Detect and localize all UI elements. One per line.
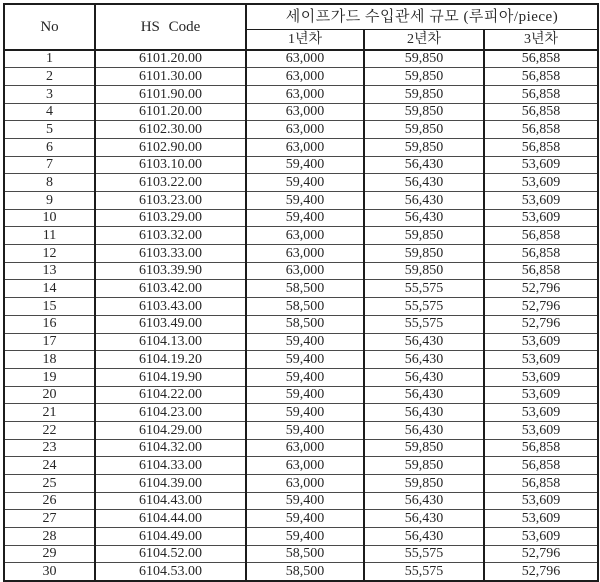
cell-year1-value: 63,000 [246,85,364,103]
cell-no: 16 [4,315,95,333]
cell-hs-code: 6104.43.00 [95,492,246,510]
table-row [4,563,598,581]
cell-no: 29 [4,545,95,563]
table-row [4,209,598,227]
cell-year2-value: 59,850 [364,227,484,245]
cell-no: 7 [4,156,95,174]
cell-no: 10 [4,209,95,227]
table-row [4,262,598,280]
cell-year1-value: 63,000 [246,121,364,139]
cell-hs-code: 6103.32.00 [95,227,246,245]
cell-no: 12 [4,245,95,263]
cell-year3-value: 56,858 [484,103,598,121]
cell-year1-value: 59,400 [246,333,364,351]
cell-year1-value: 63,000 [246,227,364,245]
cell-year2-value: 56,430 [364,192,484,210]
cell-no: 1 [4,50,95,68]
col-header-year3: 3년차 [484,30,598,51]
cell-year1-value: 59,400 [246,492,364,510]
cell-hs-code: 6101.30.00 [95,68,246,86]
cell-no: 24 [4,457,95,475]
col-header-hs-code: HS Code [95,4,246,50]
cell-hs-code: 6104.19.90 [95,368,246,386]
cell-hs-code: 6104.33.00 [95,457,246,475]
col-header-no: No [4,4,95,50]
cell-year3-value: 56,858 [484,439,598,457]
cell-year3-value: 52,796 [484,563,598,581]
cell-year1-value: 63,000 [246,103,364,121]
cell-no: 14 [4,280,95,298]
cell-hs-code: 6103.29.00 [95,209,246,227]
table-row [4,174,598,192]
cell-hs-code: 6101.20.00 [95,50,246,68]
cell-year2-value: 59,850 [364,439,484,457]
table-row [4,421,598,439]
table-row [4,510,598,528]
cell-year3-value: 56,858 [484,457,598,475]
cell-no: 8 [4,174,95,192]
cell-no: 26 [4,492,95,510]
cell-year1-value: 59,400 [246,192,364,210]
header-row-group [4,4,598,30]
cell-year1-value: 58,500 [246,563,364,581]
table-row [4,475,598,493]
cell-year1-value: 63,000 [246,457,364,475]
table-row [4,298,598,316]
cell-hs-code: 6104.53.00 [95,563,246,581]
cell-no: 18 [4,351,95,369]
cell-year2-value: 59,850 [364,245,484,263]
cell-hs-code: 6103.39.90 [95,262,246,280]
cell-year1-value: 58,500 [246,545,364,563]
table-row [4,528,598,546]
cell-year2-value: 56,430 [364,209,484,227]
cell-year1-value: 63,000 [246,475,364,493]
col-header-year2: 2년차 [364,30,484,51]
cell-year2-value: 59,850 [364,457,484,475]
cell-hs-code: 6101.90.00 [95,85,246,103]
cell-no: 5 [4,121,95,139]
col-header-safeguard-duty-group: 세이프가드 수입관세 규모 (루피아/piece) [246,4,598,30]
cell-hs-code: 6104.13.00 [95,333,246,351]
cell-year3-value: 53,609 [484,386,598,404]
table-row [4,386,598,404]
table-row [4,85,598,103]
table-body [4,50,598,581]
cell-year3-value: 56,858 [484,227,598,245]
cell-year1-value: 59,400 [246,209,364,227]
cell-year1-value: 63,000 [246,68,364,86]
cell-year2-value: 56,430 [364,333,484,351]
cell-year3-value: 53,609 [484,192,598,210]
cell-hs-code: 6102.30.00 [95,121,246,139]
cell-year1-value: 63,000 [246,262,364,280]
cell-year3-value: 56,858 [484,85,598,103]
cell-year2-value: 56,430 [364,368,484,386]
cell-year1-value: 59,400 [246,528,364,546]
cell-no: 17 [4,333,95,351]
cell-hs-code: 6104.52.00 [95,545,246,563]
cell-year1-value: 59,400 [246,156,364,174]
cell-year3-value: 53,609 [484,368,598,386]
cell-no: 9 [4,192,95,210]
cell-year1-value: 58,500 [246,280,364,298]
cell-hs-code: 6104.39.00 [95,475,246,493]
cell-year2-value: 55,575 [364,563,484,581]
cell-hs-code: 6103.33.00 [95,245,246,263]
cell-year2-value: 59,850 [364,475,484,493]
cell-hs-code: 6103.43.00 [95,298,246,316]
cell-year3-value: 53,609 [484,528,598,546]
cell-no: 25 [4,475,95,493]
cell-year2-value: 56,430 [364,386,484,404]
cell-hs-code: 6104.49.00 [95,528,246,546]
table-row [4,245,598,263]
cell-year3-value: 52,796 [484,280,598,298]
cell-year2-value: 59,850 [364,50,484,68]
cell-year2-value: 56,430 [364,351,484,369]
cell-year3-value: 53,609 [484,209,598,227]
cell-year3-value: 53,609 [484,492,598,510]
cell-no: 13 [4,262,95,280]
cell-hs-code: 6104.29.00 [95,421,246,439]
cell-year2-value: 59,850 [364,85,484,103]
cell-year1-value: 59,400 [246,174,364,192]
cell-year2-value: 55,575 [364,280,484,298]
table-row [4,121,598,139]
cell-no: 15 [4,298,95,316]
cell-hs-code: 6103.22.00 [95,174,246,192]
cell-year1-value: 59,400 [246,368,364,386]
cell-year3-value: 56,858 [484,475,598,493]
table-row [4,545,598,563]
cell-year2-value: 56,430 [364,156,484,174]
cell-year3-value: 52,796 [484,298,598,316]
cell-year3-value: 53,609 [484,510,598,528]
cell-year1-value: 59,400 [246,351,364,369]
col-header-year1: 1년차 [246,30,364,51]
cell-year3-value: 52,796 [484,315,598,333]
cell-no: 19 [4,368,95,386]
cell-year1-value: 58,500 [246,315,364,333]
table-row [4,138,598,156]
cell-hs-code: 6102.90.00 [95,138,246,156]
cell-year3-value: 53,609 [484,351,598,369]
cell-no: 11 [4,227,95,245]
cell-year1-value: 58,500 [246,298,364,316]
cell-no: 23 [4,439,95,457]
cell-no: 20 [4,386,95,404]
cell-no: 30 [4,563,95,581]
cell-no: 27 [4,510,95,528]
cell-year1-value: 59,400 [246,421,364,439]
cell-no: 22 [4,421,95,439]
cell-year3-value: 53,609 [484,174,598,192]
cell-hs-code: 6103.49.00 [95,315,246,333]
cell-no: 6 [4,138,95,156]
cell-year1-value: 63,000 [246,245,364,263]
cell-hs-code: 6104.22.00 [95,386,246,404]
cell-no: 4 [4,103,95,121]
cell-year3-value: 56,858 [484,121,598,139]
table-row [4,192,598,210]
cell-hs-code: 6104.32.00 [95,439,246,457]
cell-year3-value: 53,609 [484,156,598,174]
cell-year2-value: 59,850 [364,138,484,156]
cell-year2-value: 59,850 [364,68,484,86]
cell-hs-code: 6104.23.00 [95,404,246,422]
cell-year3-value: 56,858 [484,245,598,263]
cell-no: 21 [4,404,95,422]
cell-year2-value: 55,575 [364,298,484,316]
cell-year1-value: 59,400 [246,404,364,422]
cell-year3-value: 56,858 [484,262,598,280]
cell-year2-value: 56,430 [364,174,484,192]
cell-year3-value: 56,858 [484,138,598,156]
cell-year3-value: 53,609 [484,333,598,351]
cell-year3-value: 53,609 [484,404,598,422]
cell-year1-value: 63,000 [246,138,364,156]
table-row [4,439,598,457]
cell-no: 2 [4,68,95,86]
cell-no: 28 [4,528,95,546]
table-row [4,404,598,422]
table-row [4,492,598,510]
cell-year2-value: 56,430 [364,528,484,546]
cell-year2-value: 55,575 [364,545,484,563]
cell-hs-code: 6103.42.00 [95,280,246,298]
cell-year2-value: 59,850 [364,121,484,139]
cell-year3-value: 56,858 [484,50,598,68]
cell-year2-value: 55,575 [364,315,484,333]
cell-hs-code: 6103.10.00 [95,156,246,174]
cell-year2-value: 59,850 [364,103,484,121]
cell-year1-value: 59,400 [246,510,364,528]
cell-year3-value: 52,796 [484,545,598,563]
cell-hs-code: 6104.44.00 [95,510,246,528]
cell-year1-value: 63,000 [246,439,364,457]
table-row [4,103,598,121]
cell-year2-value: 56,430 [364,421,484,439]
table-row [4,368,598,386]
cell-hs-code: 6101.20.00 [95,103,246,121]
table-row [4,315,598,333]
cell-no: 3 [4,85,95,103]
cell-year2-value: 56,430 [364,492,484,510]
cell-year3-value: 53,609 [484,421,598,439]
cell-year2-value: 59,850 [364,262,484,280]
safeguard-tariff-table [3,3,599,582]
table-row [4,50,598,68]
table-row [4,351,598,369]
table-row [4,227,598,245]
table-row [4,280,598,298]
cell-year2-value: 56,430 [364,510,484,528]
cell-year2-value: 56,430 [364,404,484,422]
cell-year1-value: 63,000 [246,50,364,68]
table-row [4,333,598,351]
table-header [4,4,598,50]
cell-year1-value: 59,400 [246,386,364,404]
table-row [4,156,598,174]
cell-hs-code: 6104.19.20 [95,351,246,369]
table-row [4,457,598,475]
cell-year3-value: 56,858 [484,68,598,86]
cell-hs-code: 6103.23.00 [95,192,246,210]
table-row [4,68,598,86]
